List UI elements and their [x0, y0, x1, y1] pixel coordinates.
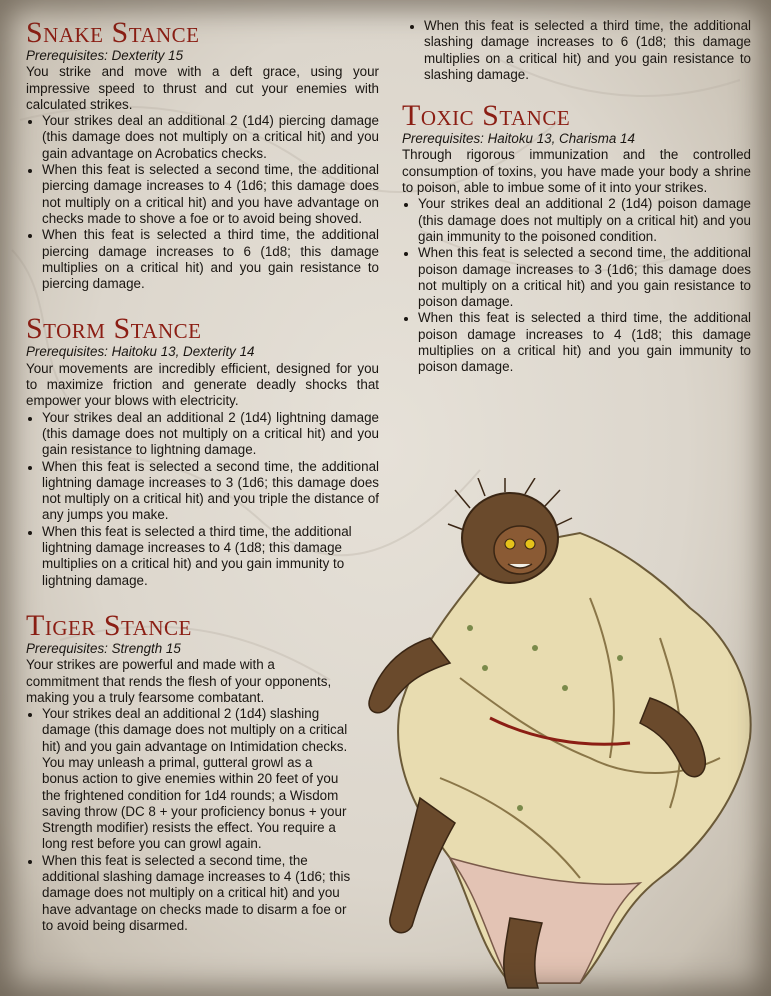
tiger-stance-list: [26, 706, 356, 934]
storm-stance-prereq: Prerequisites: Haitoku 13, Dexterity 14: [26, 344, 255, 360]
left-column: [26, 18, 379, 934]
snake-stance-description: You strike and move with a deft grace, using your impressive speed to thrust and cut your enemies with calculated strikes.: [26, 64, 379, 112]
list-item: • Your strikes deal an additional 2 (1d4) piercing damage (this damage does not multiply on a critical hit) and you gain advantage on Acrobatics checks.: [42, 113, 379, 162]
list-item: • When this feat is selected a third time, the additional poison damage increases to 4 (1d8; this damage multiplies on a critical hit) and you gain immunity to poison damage.: [418, 310, 751, 375]
tiger-stance-prereq: Prerequisites: Strength 15: [26, 640, 181, 656]
tiger-stance-section: [26, 608, 356, 934]
list-item: • When this feat is selected a second time, the additional poison damage increases to 3 (1d6; this damage does not multiply on a critical hit) and you gain resistance to poison damage.: [418, 245, 751, 310]
snake-stance-section: [26, 18, 379, 292]
snake-stance-prereq: Prerequisites: Dexterity 15: [26, 48, 184, 63]
tiger-stance-title: Tiger Stance: [26, 608, 192, 642]
oni-warrior-illustration: [360, 478, 760, 993]
right-column: [402, 18, 751, 376]
tiger-stance-list-continued: [402, 18, 751, 83]
tiger-stance-description: Your strikes are powerful and made with a commitment that rends the flesh of your opponents, making you a truly fearsome combatant.: [26, 657, 332, 705]
storm-stance-list: [26, 410, 379, 589]
toxic-stance-title: Toxic Stance: [402, 99, 571, 133]
storm-stance-description: Your movements are incredibly efficient, designed for you to maximize friction and generate deadly shocks that empower your blows with electricity.: [26, 360, 379, 409]
list-item: • When this feat is selected a second time, the additional lightning damage increases to 3 (1d6; this damage does not multiply on a critical hit) and you triple the distance of any jumps you make.: [42, 459, 379, 524]
list-item: • When this feat is selected a second time, the additional piercing damage increases to 4 (1d6; this damage does not multiply on a critical hit) and you have advantage on checks made to shove a foe or to avoid being shoved.: [42, 162, 379, 227]
list-item: • Your strikes deal an additional 2 (1d4) lightning damage (this damage does not multiply on a critical hit) and you gain resistance to lightning damage.: [42, 410, 379, 459]
snake-stance-title: Snake Stance: [26, 16, 200, 49]
snake-stance-list: [26, 113, 379, 292]
toxic-stance-list: [402, 196, 751, 375]
list-item: • Your strikes deal an additional 2 (1d4) slashing damage (this damage does not multiply on a critical hit) and you gain advantage on Intimidation checks. You may unleash a primal, gutteral growl as a bonus action to give enemies within 20 feet of you the frightened condition for 1d4 rounds; a Wisdom saving throw (DC 8 + your proficiency bonus + your Strength modifier) resists the effect. You require a long rest before you can growl again.: [42, 706, 352, 853]
list-item: • Your strikes deal an additional 2 (1d4) poison damage (this damage does not multiply on a critical hit) and you gain immunity to the poisoned condition.: [418, 196, 751, 245]
toxic-stance-prereq: Prerequisites: Haitoku 13, Charisma 14: [402, 131, 635, 147]
list-item: • When this feat is selected a second time, the additional slashing damage increases to 4 (1d6; this damage does not multiply on a critical hit) and you have advantage on checks made to disarm a foe or to avoid being disarmed.: [42, 853, 352, 934]
storm-stance-title: Storm Stance: [26, 312, 202, 346]
storm-stance-section: [26, 314, 379, 588]
list-item: • When this feat is selected a third time, the additional slashing damage increases to 6 (1d8; this damage multiplies on a critical hit) and you gain resistance to slashing damage.: [424, 18, 751, 83]
list-item: • When this feat is selected a third time, the additional lightning damage increases to 4 (1d8; this damage multiplies on a critical hit) and you gain immunity to lightning damage.: [42, 524, 372, 589]
toxic-stance-description: Through rigorous immunization and the controlled consumption of toxins, you have made your body a shrine to poison, able to imbue some of it into your strikes.: [402, 147, 751, 196]
toxic-stance-section: [402, 101, 751, 375]
list-item: • When this feat is selected a third time, the additional piercing damage increases to 6 (1d8; this damage multiplies on a critical hit) and you gain resistance to piercing damage.: [42, 227, 379, 292]
